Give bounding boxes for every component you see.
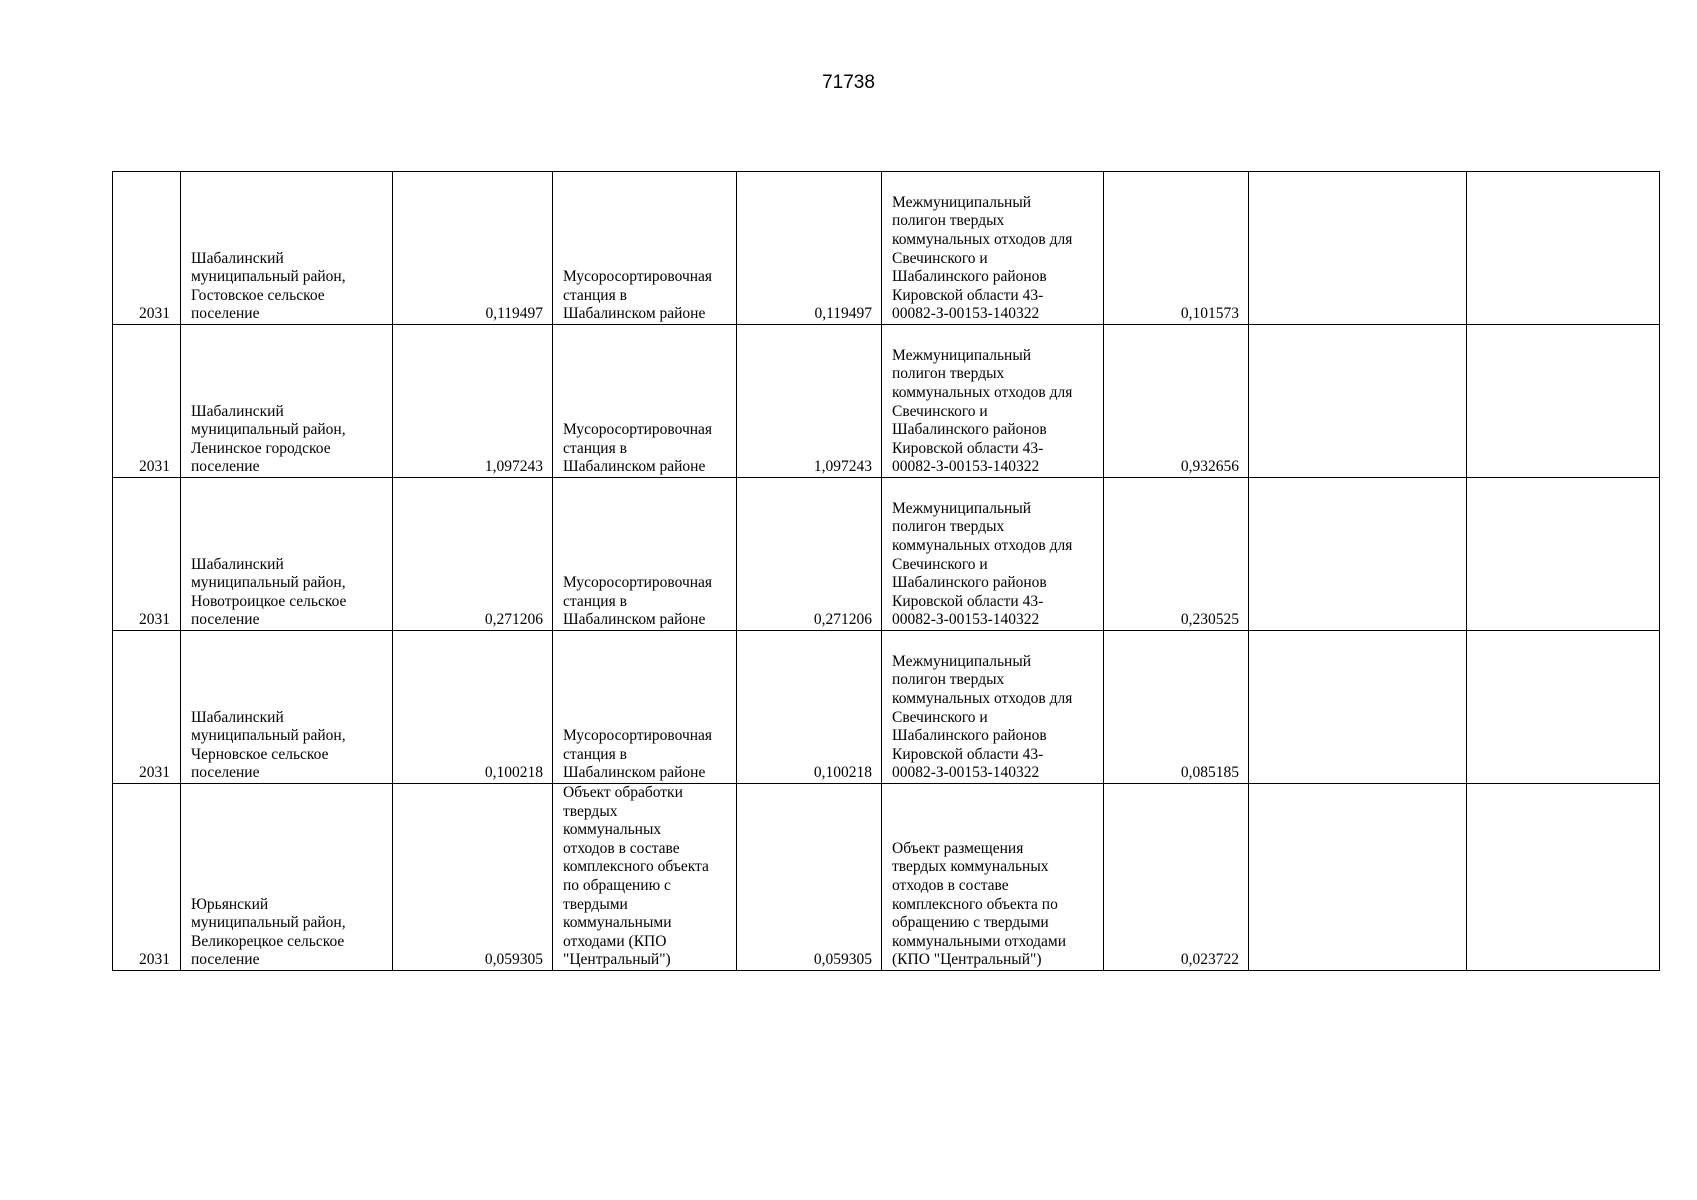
mass-processed-cell: 0,119497 xyxy=(737,172,882,325)
table-row xyxy=(113,784,1660,971)
territory-cell: Юрьянский муниципальный район, Великорецкое сельское поселение xyxy=(181,784,393,971)
mass-processed-cell: 0,059305 xyxy=(737,784,882,971)
empty-cell xyxy=(1467,478,1660,631)
table-row xyxy=(113,172,1660,325)
year-cell: 2031 xyxy=(113,325,181,478)
territory-cell: Шабалинский муниципальный район, Ленинское городское поселение xyxy=(181,325,393,478)
table-row xyxy=(113,631,1660,784)
empty-cell xyxy=(1249,478,1467,631)
empty-cell xyxy=(1467,172,1660,325)
mass-processed-cell: 0,271206 xyxy=(737,478,882,631)
processing-facility-cell: Мусоросортировочная станция в Шабалинском районе xyxy=(553,631,737,784)
processing-facility-cell: Мусоросортировочная станция в Шабалинском районе xyxy=(553,172,737,325)
mass-disposed-cell: 0,230525 xyxy=(1104,478,1249,631)
disposal-facility-cell: Объект размещения твердых коммунальных отходов в составе комплексного объекта по обращению с твердыми коммунальными отходами (КПО "Центральный") xyxy=(882,784,1104,971)
mass-generated-cell: 0,271206 xyxy=(393,478,553,631)
territory-cell: Шабалинский муниципальный район, Черновское сельское поселение xyxy=(181,631,393,784)
page-number: 71738 xyxy=(822,72,875,93)
disposal-facility-cell: Межмуниципальный полигон твердых коммунальных отходов для Свечинского и Шабалинского районов Кировской области 43- 00082-З-00153-140322 xyxy=(882,172,1104,325)
mass-disposed-cell: 0,101573 xyxy=(1104,172,1249,325)
disposal-facility-cell: Межмуниципальный полигон твердых коммунальных отходов для Свечинского и Шабалинского районов Кировской области 43- 00082-З-00153-140322 xyxy=(882,325,1104,478)
mass-disposed-cell: 0,932656 xyxy=(1104,325,1249,478)
mass-generated-cell: 0,100218 xyxy=(393,631,553,784)
mass-disposed-cell: 0,085185 xyxy=(1104,631,1249,784)
table-row xyxy=(113,478,1660,631)
year-cell: 2031 xyxy=(113,172,181,325)
processing-facility-cell: Мусоросортировочная станция в Шабалинском районе xyxy=(553,478,737,631)
processing-facility-cell: Объект обработки твердых коммунальных отходов в составе комплексного объекта по обращению с твердыми коммунальными отходами (КПО "Центральный") xyxy=(553,784,737,971)
disposal-facility-cell: Межмуниципальный полигон твердых коммунальных отходов для Свечинского и Шабалинского районов Кировской области 43- 00082-З-00153-140322 xyxy=(882,478,1104,631)
empty-cell xyxy=(1249,784,1467,971)
mass-generated-cell: 0,119497 xyxy=(393,172,553,325)
disposal-facility-cell: Межмуниципальный полигон твердых коммунальных отходов для Свечинского и Шабалинского районов Кировской области 43- 00082-З-00153-140322 xyxy=(882,631,1104,784)
year-cell: 2031 xyxy=(113,784,181,971)
empty-cell xyxy=(1467,784,1660,971)
empty-cell xyxy=(1467,325,1660,478)
waste-flow-table xyxy=(112,171,1660,971)
year-cell: 2031 xyxy=(113,631,181,784)
mass-processed-cell: 1,097243 xyxy=(737,325,882,478)
mass-generated-cell: 0,059305 xyxy=(393,784,553,971)
mass-generated-cell: 1,097243 xyxy=(393,325,553,478)
territory-cell: Шабалинский муниципальный район, Новотроицкое сельское поселение xyxy=(181,478,393,631)
empty-cell xyxy=(1249,172,1467,325)
empty-cell xyxy=(1249,325,1467,478)
mass-processed-cell: 0,100218 xyxy=(737,631,882,784)
empty-cell xyxy=(1249,631,1467,784)
territory-cell: Шабалинский муниципальный район, Гостовское сельское поселение xyxy=(181,172,393,325)
processing-facility-cell: Мусоросортировочная станция в Шабалинском районе xyxy=(553,325,737,478)
empty-cell xyxy=(1467,631,1660,784)
table-row xyxy=(113,325,1660,478)
mass-disposed-cell: 0,023722 xyxy=(1104,784,1249,971)
year-cell: 2031 xyxy=(113,478,181,631)
